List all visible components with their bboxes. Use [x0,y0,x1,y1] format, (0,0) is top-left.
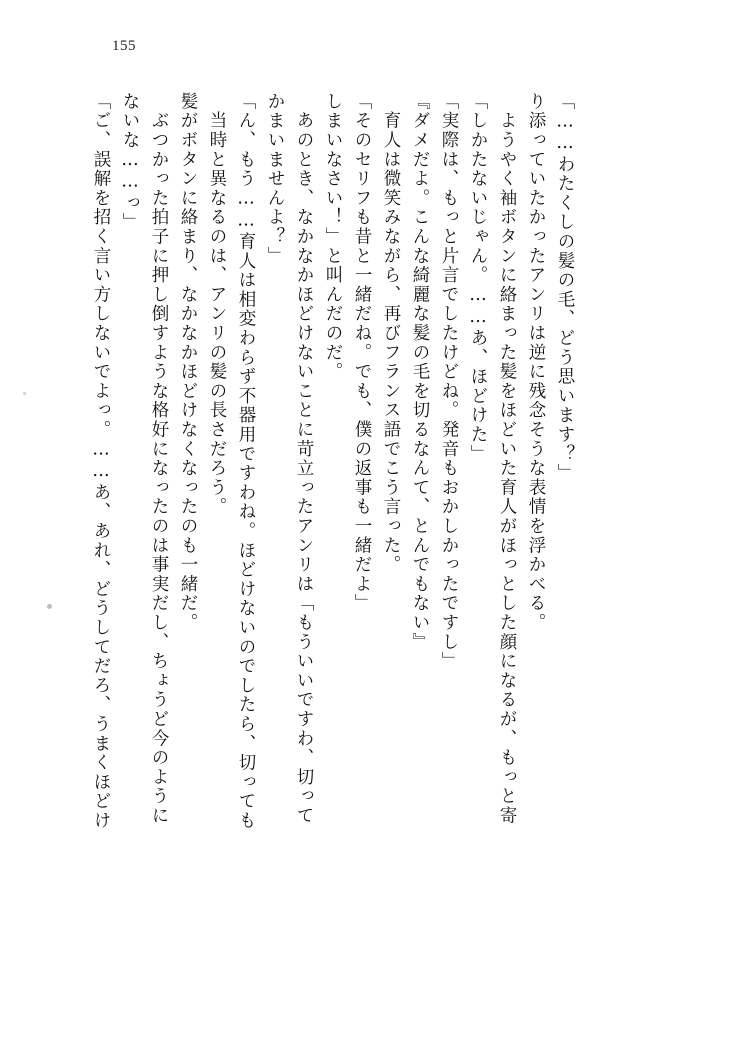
text-column: 「……わたくしの髪の毛、どう思います？」 [555,92,575,483]
text-column: 「しかたないじゃん。……あ、ほどけた」 [468,92,488,464]
text-column: 髪がボタンに絡まり、なかなかほどけなくなったのも一緒だ。 [178,92,198,633]
text-column: 当時と異なるのは、アンリの髪の長さだろう。 [207,92,227,517]
page-speck [47,604,52,609]
text-column: り添っていたかったアンリは逆に残念そうな表情を浮かべる。 [526,92,546,633]
text-column: 「そのセリフも昔と一緒だね。でも、僕の返事も一緒だよ」 [352,92,372,614]
text-column: しまいなさい！」と叫んだのだ。 [323,92,343,382]
text-column: ぶつかった拍子に押し倒すような格好になったのは事実だし、ちょうど今のように [149,92,169,826]
page-number: 155 [112,38,136,54]
text-column: 『ダメだよ。こんな綺麗な髪の毛を切るなんて、とんでもない』 [410,92,430,652]
text-column: かまいませんよ？」 [265,92,285,266]
vertical-text-body [80,92,640,831]
text-column: ないな……っ」 [120,92,140,233]
text-column: 「ご、誤解を招く言い方しないでよっ。……あ、あれ、どうしてだろ、うまくほどけ [91,92,111,831]
text-column: あのとき、なかなかほどけないことに苛立ったアンリは「もういいですわ、切って [294,92,314,826]
text-column: 「ん、もう……育人は相変わらず不器用ですわね。ほどけないのでしたら、切っても [236,92,256,831]
text-column: ようやく袖ボタンに絡まった髪をほどいた育人がほっとした顔になるが、もっと寄 [497,92,517,826]
page-speck [23,392,26,395]
text-column: 育人は微笑みながら、再びフランス語でこう言った。 [381,92,401,575]
text-column: 「実際は、もっと片言でしたけどね。発音もおかしかったですし」 [439,92,459,671]
